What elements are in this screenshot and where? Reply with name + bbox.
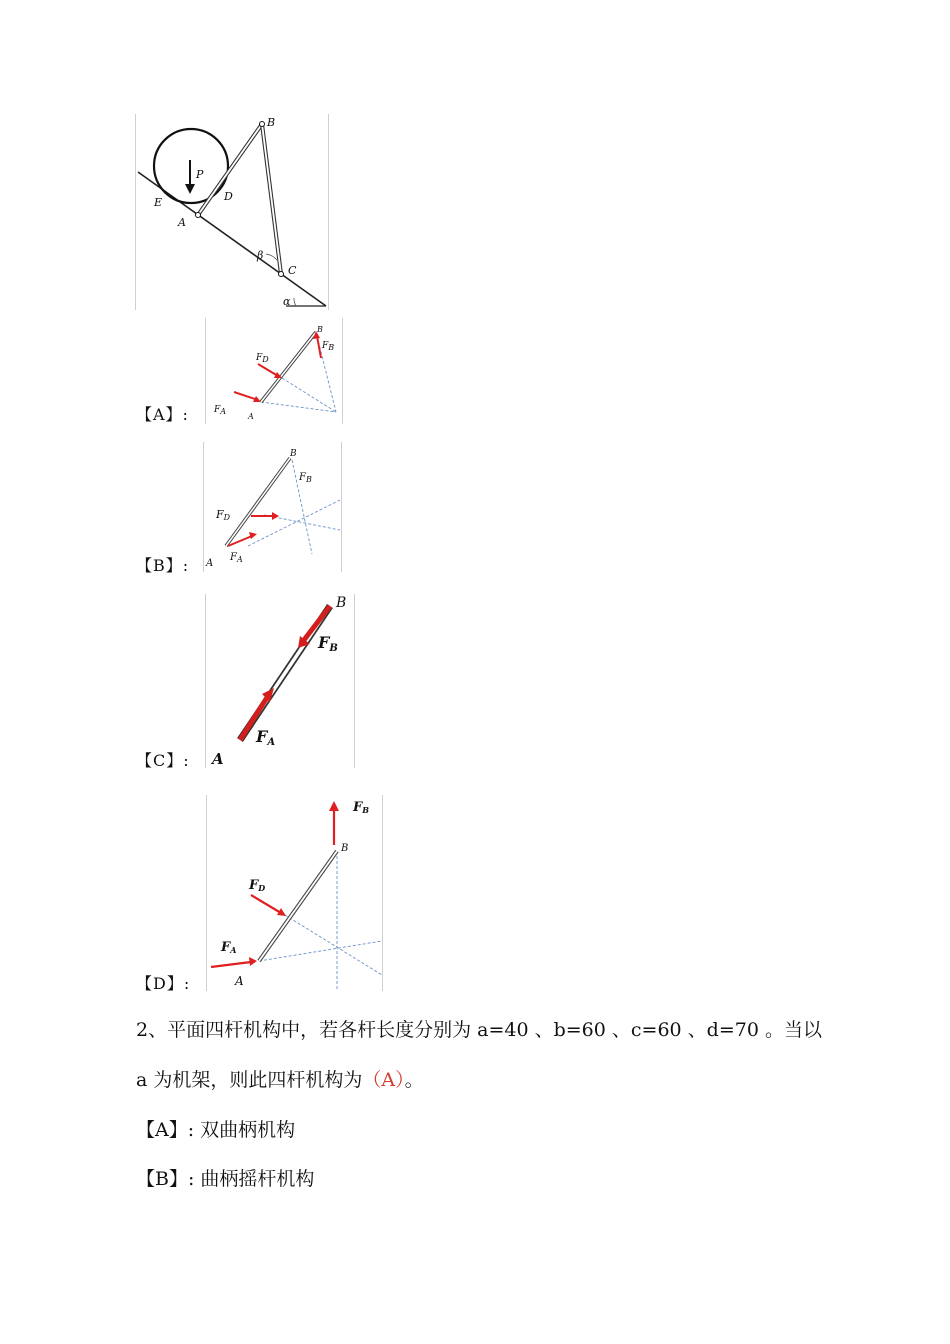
label-d: D xyxy=(224,190,233,203)
label-fb: FB xyxy=(318,633,338,654)
label-fa: $F_A$ xyxy=(230,552,243,564)
option-a-label: 【A】: xyxy=(136,405,189,424)
label-fd: FD xyxy=(216,508,231,522)
question-2-line-2 xyxy=(136,1071,424,1090)
question-2-answer: （A） xyxy=(362,1069,405,1091)
figure-option-c xyxy=(205,594,355,768)
label-a: A xyxy=(206,558,214,569)
label-beta: β xyxy=(257,249,264,262)
figure-option-b xyxy=(203,442,342,572)
label-a: A xyxy=(178,216,186,229)
label-fd: FD xyxy=(256,353,269,364)
question-2-option-a: 【A】: 双曲柄机构 xyxy=(136,1119,296,1141)
option-d-label: 【D】: xyxy=(136,974,191,993)
option-c-label: 【C】: xyxy=(136,751,190,770)
label-fa: FA xyxy=(221,940,237,955)
question-2-suffix: 。 xyxy=(404,1069,424,1091)
label-b: B xyxy=(336,595,347,611)
label-a: A xyxy=(235,974,244,988)
label-b: B xyxy=(317,325,323,334)
label-p: P xyxy=(196,168,204,181)
label-b: B xyxy=(341,843,349,854)
label-fa: FA xyxy=(214,405,227,416)
label-b: B xyxy=(267,116,276,129)
label-c: C xyxy=(288,264,297,277)
question-2-line-1: 2、平面四杆机构中，若各杆长度分别为 a=40 、b=60 、c=60 、d=70 。当以 xyxy=(136,1019,822,1041)
label-fd: FD xyxy=(249,878,266,893)
label-fb: $F_B$ xyxy=(299,472,312,484)
label-e: E xyxy=(154,196,163,209)
label-a: A xyxy=(248,412,254,421)
question-2-option-b: 【B】: 曲柄摇杆机构 xyxy=(136,1168,315,1190)
main-figure xyxy=(135,114,329,310)
label-fb: FB xyxy=(353,800,369,815)
figure-option-a xyxy=(205,318,343,424)
figure-option-d xyxy=(206,795,383,991)
label-fa: FA xyxy=(256,727,276,748)
label-alpha: α xyxy=(283,295,291,308)
label-b: B xyxy=(290,449,297,459)
label-a: A xyxy=(212,750,224,768)
option-b-label: 【B】: xyxy=(136,556,190,575)
label-fb: FB xyxy=(322,341,335,352)
question-2-text: a 为机架，则此四杆机构为 xyxy=(136,1069,363,1091)
